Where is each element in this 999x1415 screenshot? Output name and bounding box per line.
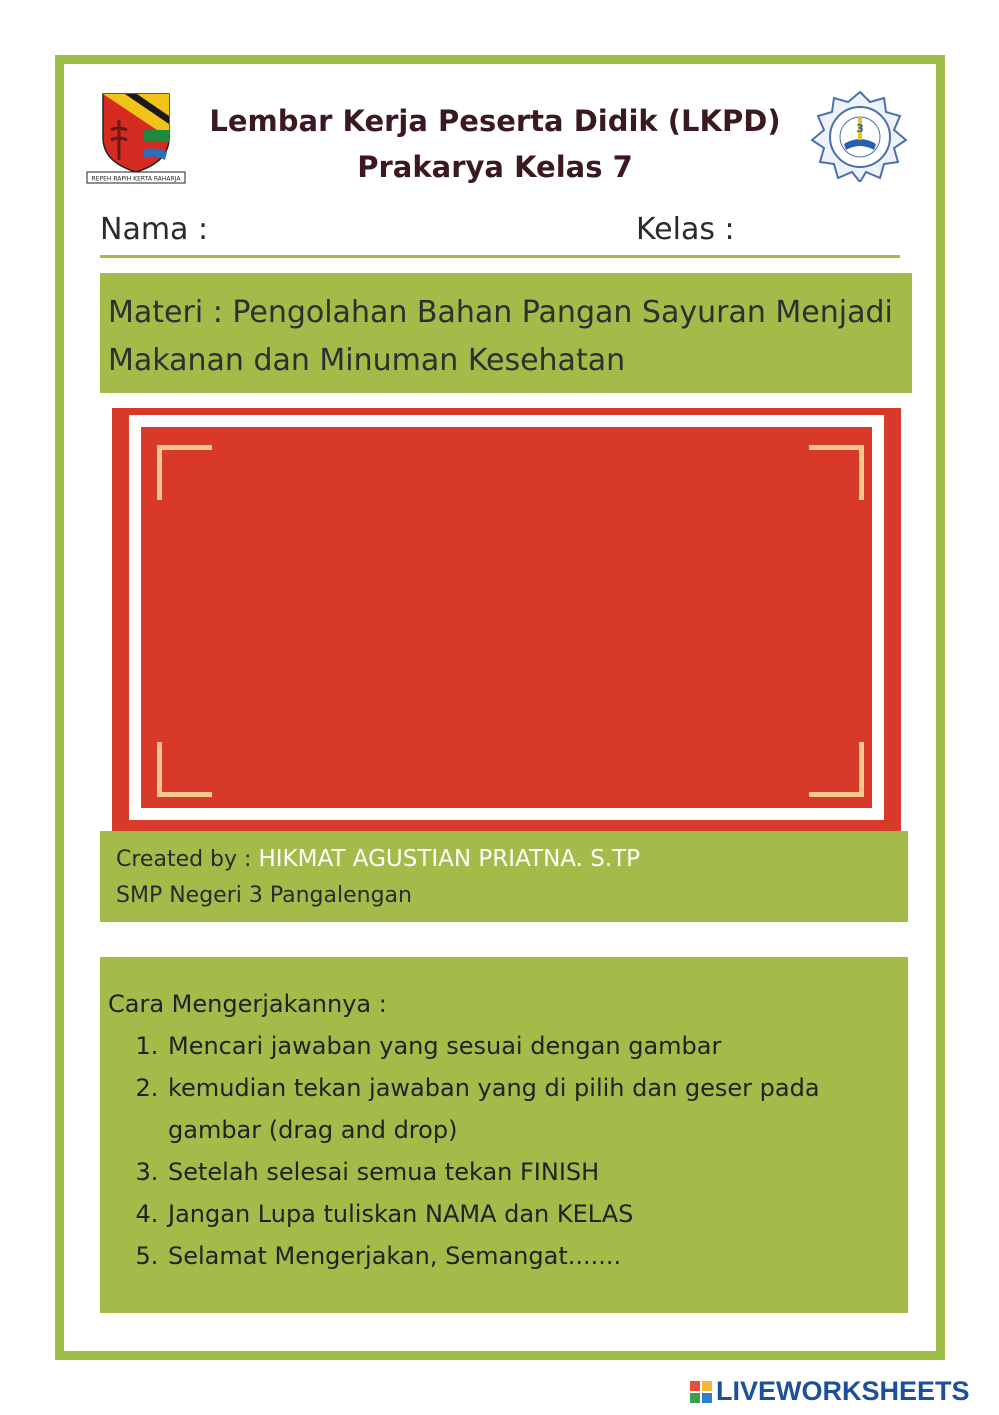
kabupaten-crest-logo xyxy=(85,90,187,186)
instructions-list xyxy=(108,1025,900,1277)
title-line-2: Prakarya Kelas 7 xyxy=(357,150,633,184)
worksheet-title xyxy=(195,98,795,190)
materi-line-2: Makanan dan Minuman Kesehatan xyxy=(108,343,626,378)
instruction-step: 1. Mencari jawaban yang sesuai dengan gambar xyxy=(166,1025,900,1067)
materi-line-1: Materi : Pengolahan Bahan Pangan Sayuran Menjadi xyxy=(108,295,893,330)
instructions-heading: Cara Mengerjakannya : xyxy=(108,990,387,1018)
liveworksheets-brand xyxy=(690,1376,970,1407)
credit-box xyxy=(100,831,908,922)
school-name: SMP Negeri 3 Pangalengan xyxy=(116,883,412,908)
instruction-step: 4. Jangan Lupa tuliskan NAMA dan KELAS xyxy=(166,1193,900,1235)
svg-text:3: 3 xyxy=(856,122,864,135)
instruction-step: 2. kemudian tekan jawaban yang di pilih dan geser pada gambar (drag and drop) xyxy=(166,1067,900,1151)
school-emblem-logo xyxy=(808,90,912,182)
image-placeholder-frame xyxy=(129,415,884,820)
crest-motto: REPEH RAPIH KERTA RAHARJA xyxy=(91,175,181,183)
credit-line xyxy=(116,841,892,878)
kelas-label: Kelas : xyxy=(636,212,735,247)
corner-bracket-top-right xyxy=(809,445,864,500)
corner-bracket-bottom-right xyxy=(809,742,864,797)
author-name: HIKMAT AGUSTIAN PRIATNA. S.TP xyxy=(258,846,641,872)
created-by-label: Created by : xyxy=(116,847,259,872)
image-placeholder-panel xyxy=(112,408,901,836)
corner-bracket-bottom-left xyxy=(157,742,212,797)
instruction-step: 5. Selamat Mengerjakan, Semangat....... xyxy=(166,1235,900,1277)
corner-bracket-top-left xyxy=(157,445,212,500)
materi-box xyxy=(100,273,912,393)
brand-text: LIVEWORKSHEETS xyxy=(716,1376,970,1406)
title-line-1: Lembar Kerja Peserta Didik (LKPD) xyxy=(209,104,781,138)
nama-label: Nama : xyxy=(100,212,209,247)
liveworksheets-icon xyxy=(690,1381,712,1403)
instruction-step: 3. Setelah selesai semua tekan FINISH xyxy=(166,1151,900,1193)
name-underline xyxy=(100,255,900,258)
instructions-box xyxy=(100,957,908,1313)
